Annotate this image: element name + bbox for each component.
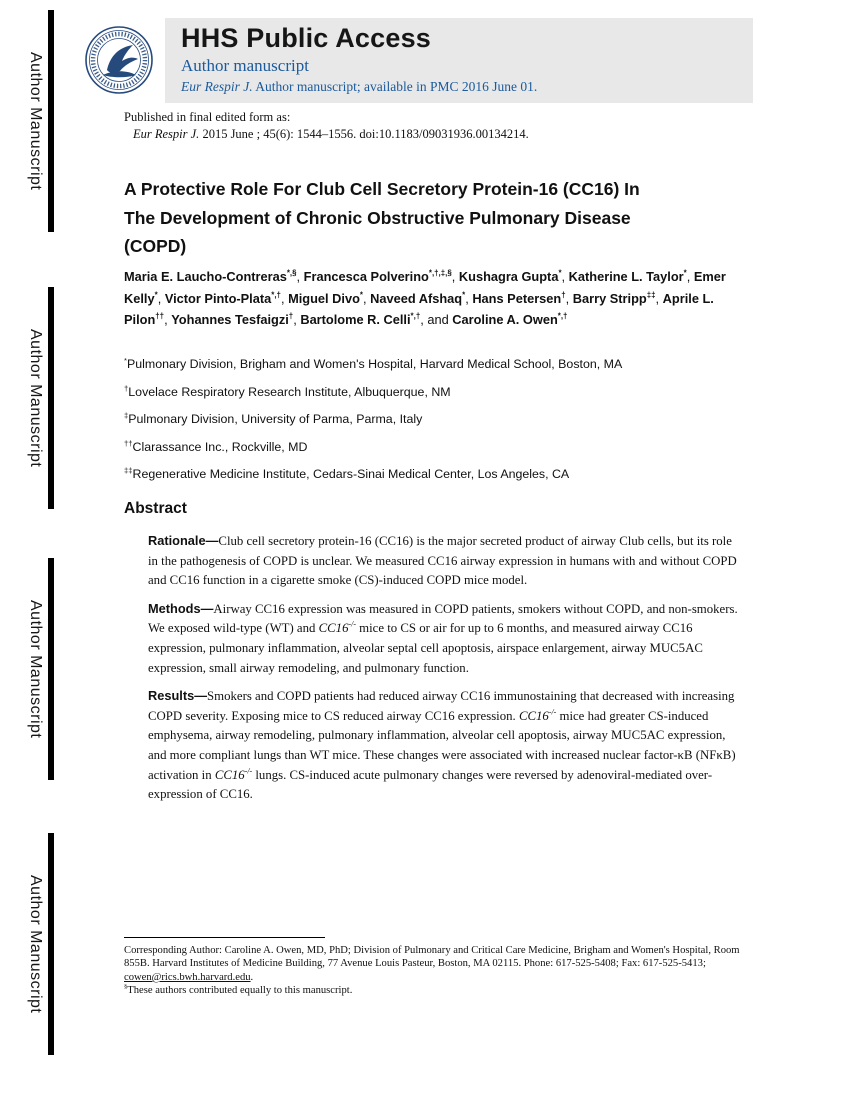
- author-manuscript-subtitle: Author manuscript: [181, 56, 309, 75]
- equal-contribution-note: §These authors contributed equally to this manuscript.: [124, 983, 353, 997]
- affiliation-list: [124, 356, 764, 494]
- author-list: Maria E. Laucho-Contreras*,§, Francesca Polverino*,†,‡,§, Kushagra Gupta*, Katherine L. Taylor*, Emer Kelly*, Victor Pinto-Plata*,†, Miguel Divo*, Naveed Afshaq*, Hans Petersen†, Barry Stripp‡‡, Aprile L. Pilon††, Yohannes Tesfaigzi†, Bartolome R. Celli*,†, and Caroline A. Owen*,†: [124, 268, 726, 327]
- pub-info: [124, 109, 529, 143]
- affiliation: ‡Pulmonary Division, University of Parma, Parma, Italy: [124, 410, 423, 426]
- author-manuscript-watermark: [20, 10, 54, 232]
- watermark-label: Author Manuscript: [27, 874, 44, 1014]
- header-citation: Eur Respir J. Author manuscript; available in PMC 2016 June 01.: [181, 79, 538, 94]
- hhs-public-access-title: HHS Public Access: [181, 23, 431, 53]
- affiliation: †Lovelace Respiratory Research Institute, Albuquerque, NM: [124, 383, 451, 399]
- affiliation: ‡‡Regenerative Medicine Institute, Cedars-Sinai Medical Center, Los Angeles, CA: [124, 465, 570, 481]
- author-manuscript-watermark: [20, 558, 54, 780]
- watermark-label: Author Manuscript: [27, 51, 44, 191]
- affiliation: ††Clarassance Inc., Rockville, MD: [124, 438, 308, 454]
- watermark-bar: [48, 833, 54, 1055]
- hhs-logo-icon: [75, 18, 165, 103]
- article-title-line: The Development of Chronic Obstructive Pulmonary Disease: [124, 207, 631, 228]
- hhs-header: [75, 18, 753, 103]
- article-title-line: A Protective Role For Club Cell Secretory Protein-16 (CC16) In: [124, 179, 640, 199]
- abstract-heading: Abstract: [124, 500, 187, 517]
- abstract-body: [148, 531, 742, 813]
- article-title-line: (COPD): [124, 236, 187, 256]
- watermark-label: Author Manuscript: [27, 328, 44, 468]
- email-link[interactable]: cowen@rics.bwh.harvard.edu: [124, 971, 251, 983]
- abstract-paragraph-results: Results—Smokers and COPD patients had reduced airway CC16 immunostaining that decreased with increasing COPD severity. Exposing mice to CS reduced airway CC16 expression. CC16-/- mice had greater CS-induced emphysema, airway remodeling, pulmonary inflammation, alveolar cell apoptosis, airway MUC5AC expression, and more compliant lungs than WT mice. These changes were associated with increased nuclear factor-κB (NFκB) activation in CC16-/- lungs. CS-induced acute pulmonary changes were reversed by adenoviral-mediated over-expression of CC16.: [148, 688, 736, 802]
- header-text: [181, 23, 537, 95]
- footnote-divider: [124, 937, 325, 938]
- watermark-bar: [48, 10, 54, 232]
- watermark-bar: [48, 287, 54, 509]
- abstract-paragraph-rationale: Rationale—Club cell secretory protein-16 (CC16) is the major secreted product of airway Club cells, but its role in the pathogenesis of COPD is unclear. We measured CC16 airway expression in humans with and without COPD and CC16 function in a cigarette smoke (CS)-induced COPD mice model.: [148, 533, 737, 588]
- author-manuscript-watermark: [20, 833, 54, 1055]
- pub-info-intro: Published in final edited form as:: [124, 110, 291, 124]
- corresponding-author-note: Corresponding Author: Caroline A. Owen, MD, PhD; Division of Pulmonary and Critical Care Medicine, Brigham and Women's Hospital, Room 855B. Harvard Institutes of Medicine Building, 77 Avenue Louis Pasteur, Boston, MA 02115. Phone: 617-525-5408; Fax: 617-525-5413; cowen@rics.bwh.harvard.edu.: [124, 945, 740, 983]
- pub-info-citation: Eur Respir J. 2015 June ; 45(6): 1544–1556. doi:10.1183/09031936.00134214.: [133, 127, 529, 141]
- abstract-paragraph-methods: Methods—Airway CC16 expression was measured in COPD patients, smokers without COPD, and non-smokers. We exposed wild-type (WT) and CC16-/- mice to CS or air for up to 6 months, and measured airway CC16 expression, pulmonary inflammation, alveolar septal cell apoptosis, airspace enlargement, airway MUC5AC expression, small airway remodeling, and pulmonary function.: [148, 600, 738, 675]
- author-manuscript-watermark: [20, 287, 54, 509]
- footnotes: [124, 944, 744, 998]
- affiliation: *Pulmonary Division, Brigham and Women's Hospital, Harvard Medical School, Boston, MA: [124, 355, 623, 371]
- article-title: [124, 175, 774, 261]
- watermark-label: Author Manuscript: [27, 599, 44, 739]
- watermark-bar: [48, 558, 54, 780]
- hhs-logo: [75, 18, 165, 103]
